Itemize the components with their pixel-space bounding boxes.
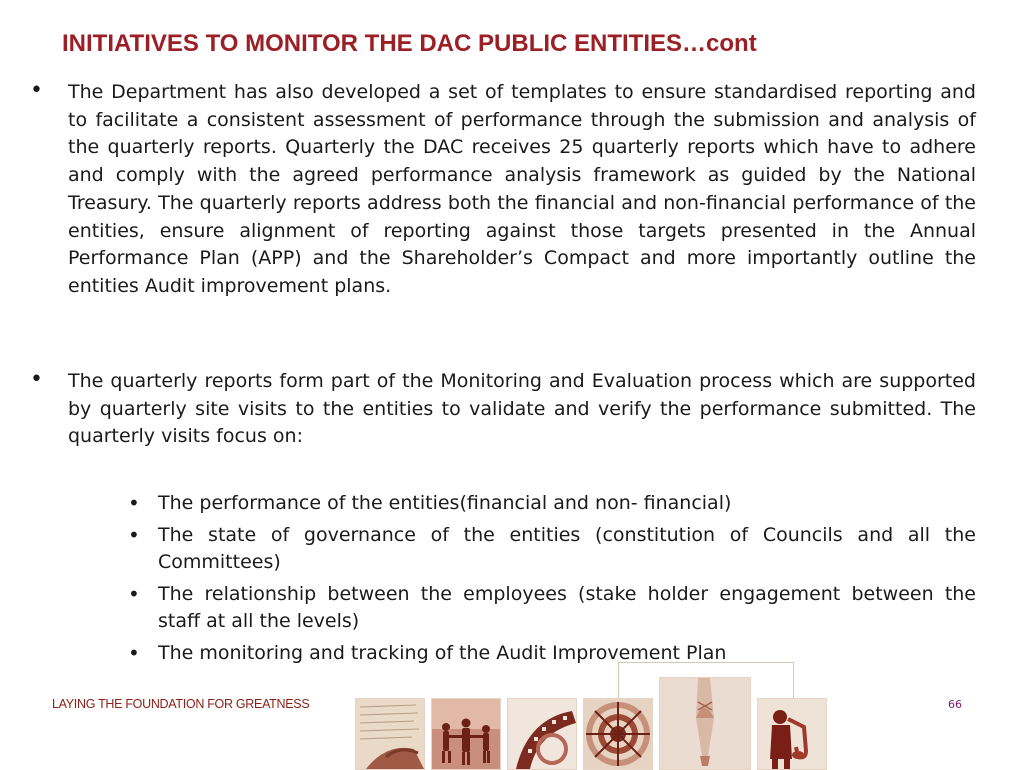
film-reel-photo xyxy=(507,698,577,770)
sub-bullet-marker: • xyxy=(128,641,140,665)
sub-bullet-item xyxy=(128,522,976,576)
saxophone-player-silhouette-photo xyxy=(757,698,827,770)
sub-bullet-text: The monitoring and tracking of the Audit Improvement Plan xyxy=(158,642,727,664)
bullet-text: The quarterly reports form part of the Monitoring and Evaluation process which are supported by quarterly site visits to the entities to validate and verify the performance submitted. The quarterly visits focus on: xyxy=(68,370,976,448)
dancing-people-silhouette-photo xyxy=(431,698,501,770)
bullet-marker: • xyxy=(30,367,43,392)
slide-title: INITIATIVES TO MONITOR THE DAC PUBLIC ENTITIES…cont xyxy=(62,30,757,57)
sub-bullet-text: The performance of the entities(financial and non- financial) xyxy=(158,492,732,514)
bullet-item xyxy=(30,368,976,451)
sub-bullet-item xyxy=(128,490,976,517)
sub-bullet-text: The state of governance of the entities (constitution of Councils and all the Committees) xyxy=(158,524,976,573)
ballet-pointe-shoes-photo xyxy=(659,677,751,770)
sub-bullet-item xyxy=(128,640,976,667)
page-number: 66 xyxy=(948,698,962,711)
sub-bullet-marker: • xyxy=(128,491,140,515)
sub-bullet-marker: • xyxy=(128,582,140,606)
sub-bullet-item xyxy=(128,581,976,635)
sub-bullet-text: The relationship between the employees (stake holder engagement between the staff at all the levels) xyxy=(158,583,976,632)
woven-basket-pattern-photo xyxy=(583,698,653,770)
bullet-text: The Department has also developed a set of templates to ensure standardised reporting and to facilitate a consistent assessment of performance through the submission and analysis of the quarterly reports. Quarterly the DAC receives 25 quarterly reports which have to adhere and comply with the agreed performance analysis framework as guided by the National Treasury. The quarterly reports address both the financial and non-financial performance of the entities, ensure alignment of reporting against those targets presented in the Annual Performance Plan (APP) and the Shareholder’s Compact and more importantly outline the entities Audit improvement plans. xyxy=(68,81,976,297)
bullet-item xyxy=(30,79,976,301)
sub-bullet-list xyxy=(128,490,976,672)
sub-bullet-marker: • xyxy=(128,523,140,547)
footer-tagline: LAYING THE FOUNDATION FOR GREATNESS xyxy=(52,697,310,711)
bullet-marker: • xyxy=(30,78,43,103)
handwritten-letter-photo xyxy=(355,698,425,770)
